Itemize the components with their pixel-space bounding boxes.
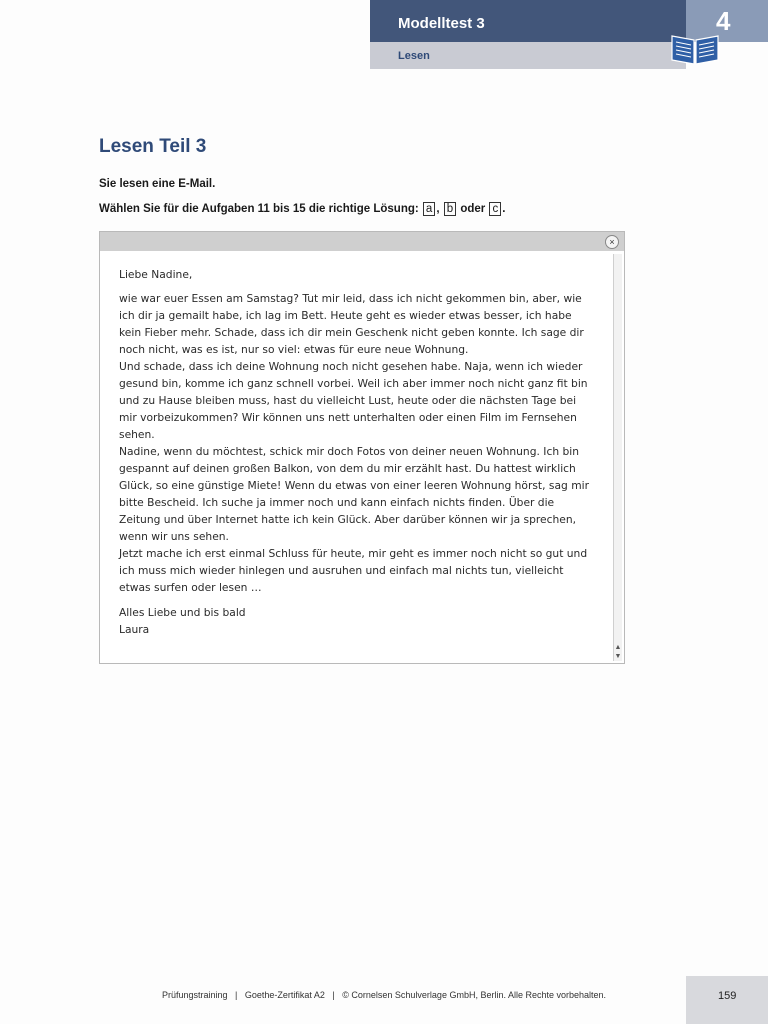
option-c-box: c	[489, 202, 501, 216]
email-line: Zeitung und über Internet hatte ich kein Glück. Aber darüber können wir ja sprechen,	[119, 513, 577, 526]
email-window	[99, 231, 625, 664]
email-line: gesund bin, komme ich ganz schnell vorbei. Weil ich aber immer noch nicht ganz fit bin	[119, 377, 588, 390]
open-book-icon	[668, 30, 722, 68]
scrollbar[interactable]	[613, 254, 622, 661]
close-icon[interactable]: ×	[605, 235, 619, 249]
email-line: wenn wir uns sehen.	[119, 530, 229, 543]
email-line: und zu Hause bleiben muss, hast du vielleicht Lust, heute oder die nächsten Tage bei	[119, 394, 577, 407]
chapter-number: 4	[716, 6, 731, 36]
email-titlebar	[100, 232, 624, 251]
email-line: Und schade, dass ich deine Wohnung noch nicht gesehen habe. Naja, wenn ich wieder	[119, 360, 583, 373]
option-b-box: b	[444, 202, 456, 216]
email-line: gespannt auf deinen großen Balkon, von dem du mir erzählt hast. Du hattest wirklich	[119, 462, 576, 475]
header-title: Modelltest 3	[398, 15, 485, 32]
email-line: Glück, so eine günstige Miete! Wenn du etwas von einer leeren Wohnung hörst, sag mir	[119, 479, 589, 492]
email-line: mir vorbeizukommen? Wir können uns nett unterhalten oder einen Film im Fernsehen	[119, 411, 577, 424]
intro-text: Sie lesen eine E-Mail.	[99, 178, 216, 190]
header-subtitle: Lesen	[398, 50, 430, 62]
email-line: Jetzt mache ich erst einmal Schluss für heute, mir geht es immer noch nicht so gut und	[119, 547, 588, 560]
email-line: bitte Bescheid. Ich suche ja immer noch und kann einfach nichts finden. Über die	[119, 496, 555, 509]
email-line: ich muss mich wieder hinlegen und ausruhen und einfach mal nichts tun, vielleicht	[119, 564, 564, 577]
page-number: 159	[718, 990, 737, 1002]
email-line: sehen.	[119, 428, 155, 441]
email-line: Nadine, wenn du möchtest, schick mir doch Fotos von deiner neuen Wohnung. Ich bin	[119, 445, 580, 458]
footer-text: Prüfungstraining | Goethe-Zertifikat A2 | © Cornelsen Schulverlage GmbH, Berlin. Alle Rechte vorbehalten.	[162, 990, 607, 1000]
email-line: etwas surfen oder lesen …	[119, 581, 262, 594]
email-closing: Alles Liebe und bis bald	[119, 606, 246, 619]
email-line: kein Fieber mehr. Schade, dass ich dir mein Geschenk nicht geben konnte. Ich sage dir	[119, 326, 584, 339]
instruction-prefix: Wählen Sie für die Aufgaben 11 bis 15 die richtige Lösung:	[99, 203, 419, 215]
instruction-text	[99, 202, 505, 216]
email-signature: Laura	[119, 623, 150, 636]
email-line: wie war euer Essen am Samstag? Tut mir leid, dass ich nicht gekommen bin, aber, wie	[119, 292, 582, 305]
header-subtitle-bar	[370, 42, 686, 69]
instruction-end: .	[502, 203, 506, 215]
or-word: oder	[460, 203, 486, 215]
email-greeting: Liebe Nadine,	[119, 268, 193, 281]
email-body	[119, 266, 599, 638]
section-title: Lesen Teil 3	[99, 136, 207, 157]
header-bar	[370, 0, 686, 42]
scroll-down-icon[interactable]: ▼	[614, 653, 622, 660]
separator-comma: ,	[436, 203, 440, 215]
email-line: noch nicht, was es ist, nur so viel: etwas für eure neue Wohnung.	[119, 343, 469, 356]
option-a-box: a	[423, 202, 435, 216]
email-line: ich dir ja gemailt habe, ich lag im Bett. Heute geht es wieder etwas besser, ich habe	[119, 309, 572, 322]
scroll-up-icon[interactable]: ▲	[614, 644, 622, 651]
